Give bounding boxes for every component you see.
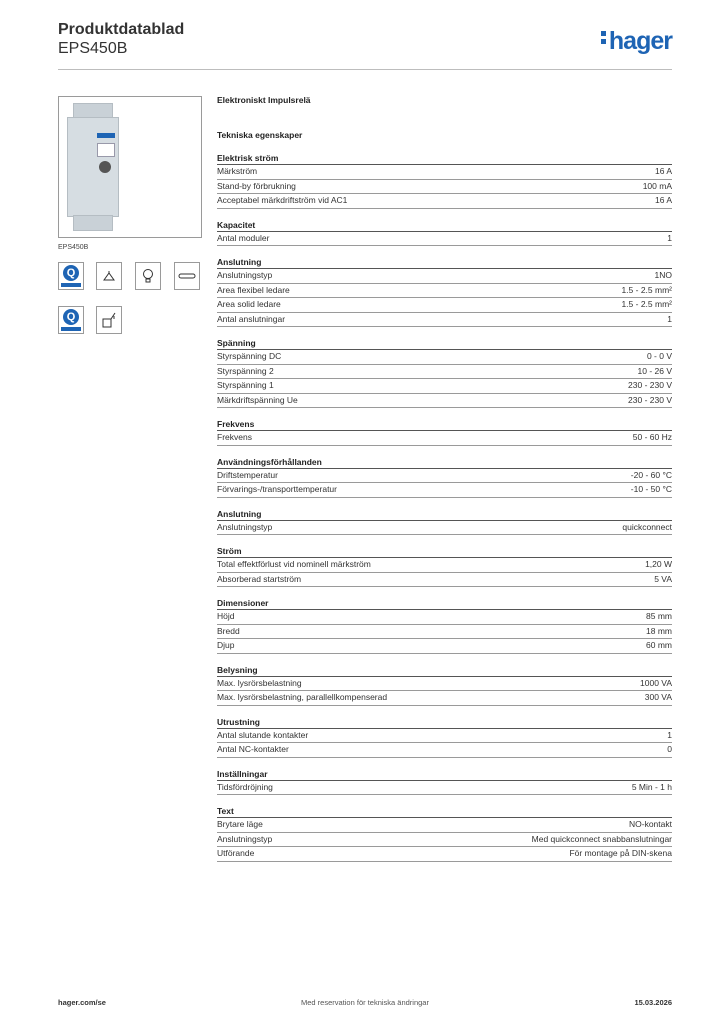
- spec-row: [217, 284, 672, 299]
- section-title: Elektrisk ström: [217, 151, 672, 165]
- section-title: Kapacitet: [217, 218, 672, 232]
- section-title: Utrustning: [217, 715, 672, 729]
- quickconnect-icon: Q: [58, 306, 84, 334]
- section-title: Inställningar: [217, 767, 672, 781]
- section-title: Spänning: [217, 336, 672, 350]
- spec-value: 1: [667, 729, 672, 740]
- spec-row: [217, 833, 672, 848]
- spec-label: Styrspänning DC: [217, 351, 282, 361]
- spec-value: 5 VA: [654, 573, 672, 584]
- spec-row: [217, 521, 672, 536]
- spec-row: [217, 232, 672, 247]
- spec-row: [217, 639, 672, 654]
- spec-label: Utförande: [217, 848, 255, 858]
- spec-value: 16 A: [654, 166, 672, 176]
- section-title: Anslutning: [217, 507, 672, 521]
- image-caption: EPS450B: [58, 244, 89, 251]
- spec-value: 18 mm: [646, 625, 672, 636]
- page-header: [58, 20, 672, 70]
- spec-row: [217, 558, 672, 573]
- footer-date: 15.03.2026: [634, 998, 672, 1007]
- spec-row: [217, 194, 672, 209]
- spec-label: Max. lysrörsbelastning, parallellkompenserad: [217, 692, 388, 702]
- spec-label: Brytare läge: [217, 819, 263, 829]
- spec-row: [217, 365, 672, 380]
- spec-value: 1.5 - 2.5 mm²: [621, 299, 672, 309]
- spec-row: [217, 625, 672, 640]
- spec-row: [217, 298, 672, 313]
- logo-text: hager: [608, 27, 672, 55]
- spec-section: [217, 507, 672, 536]
- spec-value: 1.5 - 2.5 mm²: [621, 284, 672, 295]
- spec-label: Antal slutande kontakter: [217, 729, 309, 740]
- spec-row: [217, 677, 672, 692]
- section-title: Anslutning: [217, 255, 672, 269]
- section-title: Dimensioner: [217, 596, 672, 610]
- spec-label: Antal moduler: [217, 232, 270, 243]
- relay-illustration-icon: [67, 103, 119, 231]
- spec-label: Antal NC-kontakter: [217, 744, 289, 754]
- spec-row: [217, 743, 672, 758]
- spec-section: [217, 596, 672, 654]
- spec-row: [217, 573, 672, 588]
- document-title: Produktdatablad: [58, 21, 185, 38]
- spec-label: Styrspänning 1: [217, 380, 274, 390]
- product-sidebar: [58, 96, 202, 254]
- spec-row: [217, 313, 672, 328]
- spec-label: Förvarings-/transporttemperatur: [217, 484, 337, 494]
- spec-section: [217, 663, 672, 706]
- spec-label: Absorberad startström: [217, 573, 302, 584]
- spec-value: 85 mm: [646, 611, 672, 621]
- timer-switch-icon: [96, 306, 122, 334]
- lamp-icon: [135, 262, 161, 290]
- feature-icons: [58, 262, 208, 342]
- spec-row: [217, 847, 672, 862]
- spec-label: Total effektförlust vid nominell märkström: [217, 559, 371, 569]
- spec-row: [217, 379, 672, 394]
- spec-value: 50 - 60 Hz: [632, 432, 672, 442]
- spec-value: 1000 VA: [640, 677, 672, 688]
- spec-row: [217, 165, 672, 180]
- fluorescent-lamp-icon: [174, 262, 200, 290]
- spec-row: [217, 394, 672, 409]
- spec-sections: [217, 151, 672, 862]
- spec-label: Bredd: [217, 625, 240, 636]
- product-code: EPS450B: [58, 40, 128, 57]
- spec-value: 0: [667, 744, 672, 754]
- spec-section: [217, 767, 672, 796]
- spec-label: Höjd: [217, 611, 235, 621]
- spec-value: 1,20 W: [645, 559, 672, 569]
- spec-value: 230 - 230 V: [628, 394, 672, 405]
- spec-section: [217, 417, 672, 446]
- spec-row: [217, 269, 672, 284]
- spec-value: 230 - 230 V: [628, 380, 672, 390]
- spec-label: Max. lysrörsbelastning: [217, 677, 302, 688]
- spec-value: 10 - 26 V: [637, 365, 672, 376]
- spec-label: Area flexibel ledare: [217, 284, 290, 295]
- spec-value: 60 mm: [646, 640, 672, 650]
- spec-column: [217, 94, 672, 871]
- spec-row: [217, 781, 672, 796]
- pushbutton-icon: [96, 262, 122, 290]
- spec-section: [217, 455, 672, 498]
- section-title: Användningsförhållanden: [217, 455, 672, 469]
- spec-row: [217, 180, 672, 195]
- section-title: Text: [217, 804, 672, 818]
- spec-row: [217, 818, 672, 833]
- spec-value: 5 Min - 1 h: [631, 781, 672, 792]
- spec-value: -20 - 60 °C: [630, 469, 672, 480]
- spec-label: Frekvens: [217, 432, 252, 442]
- hager-logo: [601, 27, 672, 56]
- spec-section: [217, 336, 672, 408]
- section-title: Frekvens: [217, 417, 672, 431]
- footer-disclaimer: Med reservation för tekniska ändringar: [301, 998, 429, 1007]
- spec-row: [217, 431, 672, 446]
- section-title: Ström: [217, 544, 672, 558]
- spec-value: 1: [667, 313, 672, 324]
- spec-value: quickconnect: [622, 521, 672, 532]
- spec-label: Styrspänning 2: [217, 365, 274, 376]
- spec-row: [217, 350, 672, 365]
- spec-label: Antal anslutningar: [217, 313, 286, 324]
- spec-label: Area solid ledare: [217, 299, 281, 309]
- spec-value: För montage på DIN-skena: [569, 848, 672, 858]
- section-title: Belysning: [217, 663, 672, 677]
- spec-label: Driftstemperatur: [217, 469, 278, 480]
- footer-website: hager.com/se: [58, 998, 106, 1007]
- spec-value: 0 - 0 V: [646, 351, 672, 361]
- quickconnect-icon: Q: [58, 262, 84, 290]
- spec-section: [217, 804, 672, 862]
- spec-row: [217, 469, 672, 484]
- page-footer: [58, 998, 672, 1010]
- spec-label: Djup: [217, 640, 235, 650]
- product-image: [58, 96, 202, 238]
- spec-row: [217, 610, 672, 625]
- spec-value: 16 A: [654, 195, 672, 205]
- spec-section: [217, 151, 672, 209]
- spec-label: Acceptabel märkdriftström vid AC1: [217, 195, 348, 205]
- spec-label: Tidsfördröjning: [217, 781, 273, 792]
- spec-value: Med quickconnect snabbanslutningar: [531, 833, 672, 844]
- spec-value: NO-kontakt: [629, 819, 672, 829]
- spec-section: [217, 715, 672, 758]
- spec-label: Stand-by förbrukning: [217, 180, 296, 191]
- spec-label: Märkdriftspänning Ue: [217, 394, 298, 405]
- spec-value: 1: [667, 232, 672, 243]
- spec-label: Märkström: [217, 166, 258, 176]
- specs-heading: Tekniska egenskaper: [217, 130, 303, 140]
- spec-section: [217, 255, 672, 327]
- spec-label: Anslutningstyp: [217, 521, 273, 532]
- spec-section: [217, 218, 672, 247]
- logo-colon-icon: [601, 28, 607, 47]
- spec-row: [217, 729, 672, 744]
- spec-value: 300 VA: [644, 692, 672, 702]
- spec-value: 100 mA: [642, 180, 672, 191]
- spec-row: [217, 691, 672, 706]
- spec-value: -10 - 50 °C: [630, 484, 672, 494]
- spec-row: [217, 483, 672, 498]
- spec-label: Anslutningstyp: [217, 270, 273, 280]
- product-description: Elektroniskt Impulsrelä: [217, 95, 311, 105]
- spec-value: 1NO: [654, 270, 672, 280]
- spec-section: [217, 544, 672, 587]
- spec-label: Anslutningstyp: [217, 833, 273, 844]
